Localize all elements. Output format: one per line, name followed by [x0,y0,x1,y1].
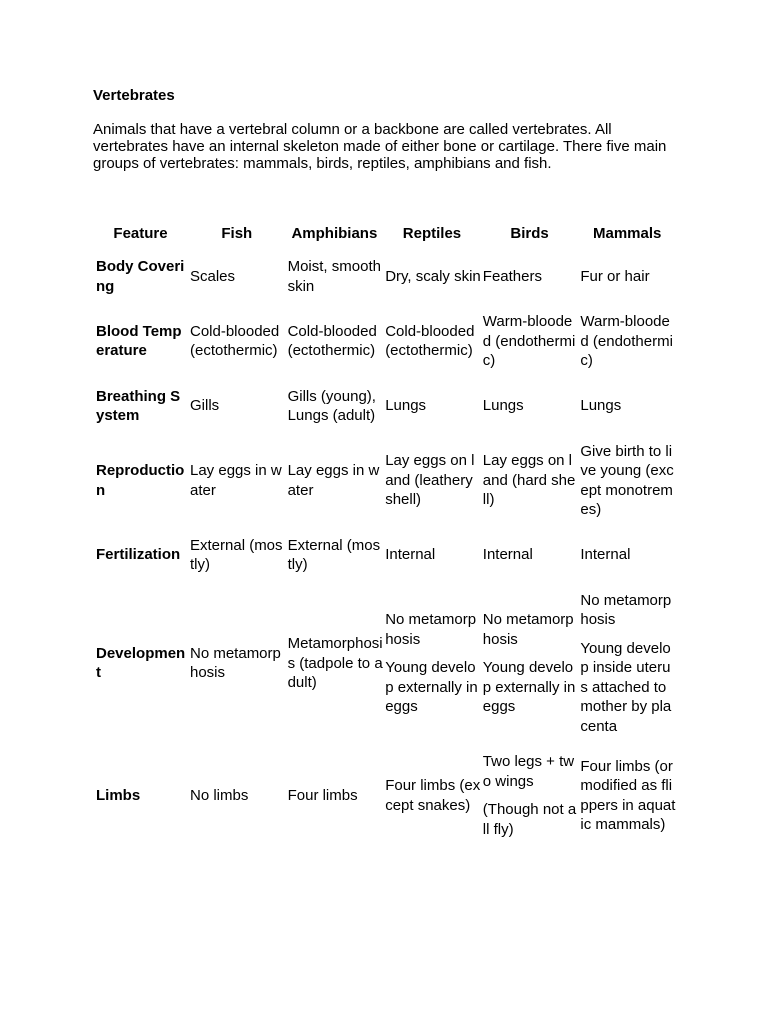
table-cell [383,434,481,528]
table-cell [578,528,676,583]
cell-text: Warm-blooded (endothermic) [580,313,673,369]
cell-text: Young develop externally in eggs [385,659,478,715]
table-cell [188,304,286,379]
header-cell: Feature [113,225,168,243]
cell-text: Scales [190,267,236,285]
table-cell [188,249,286,304]
table-row [93,528,676,583]
cell-text: Internal [385,546,436,564]
cell-text: Four limbs (or modified as flippers in aquatic mammals) [580,757,676,833]
table-cell [383,583,481,745]
cell-text: Moist, smooth skin [287,258,381,295]
header-cell: Fish [221,225,253,243]
cell-text: Cold-blooded (ectothermic) [190,322,280,360]
cell-text: Gills [190,397,220,415]
table-cell [188,434,286,528]
cell-text: Give birth to live young (except monotremes) [580,442,674,518]
table-header-row [93,219,676,249]
cell-text: Lay eggs on land (leathery shell) [385,452,475,509]
row-feature-label: Body Covering [96,258,185,295]
table-cell [286,583,384,745]
cell-text: No metamorphosis [580,591,672,628]
table-cell [188,744,286,847]
table-cell [188,528,286,583]
cell-text: Fur or hair [580,267,650,285]
table-cell [578,304,676,379]
cell-text: Lay eggs in water [287,462,380,499]
header-cell: Reptiles [402,225,462,243]
table-cell [286,528,384,583]
table-cell [286,249,384,304]
cell-text: Lungs [482,397,524,415]
table-row [93,379,676,434]
table-row [93,304,676,379]
table-cell [481,249,579,304]
table-cell [481,379,579,434]
row-feature-label: Fertilization [96,546,181,564]
cell-text: Dry, scaly skin [385,267,481,285]
document-title: Vertebrates [93,87,175,104]
row-feature-label: Breathing System [96,387,181,424]
header-cell: Amphibians [291,225,378,243]
table-cell [578,249,676,304]
cell-text: Gills (young), Lungs (adult) [287,387,376,424]
table-cell [481,304,579,379]
row-feature-label: Development [96,644,186,682]
cell-text: Four limbs [287,786,358,804]
table-cell [481,528,579,583]
table-cell [286,744,384,847]
table-cell [578,583,676,745]
table-row [93,744,676,847]
cell-text: Internal [482,546,533,564]
vertebrates-table [93,219,676,847]
table-cell [188,583,286,745]
table-cell [188,379,286,434]
cell-text: Lay eggs in water [190,462,282,499]
row-feature-label: Limbs [96,786,141,804]
cell-text: Feathers [482,267,542,285]
cell-text: External (mostly) [287,536,381,573]
intro-paragraph: Animals that have a vertebral column or a backbone are called vertebrates. All vertebrates have an internal skeleton made of either bone or cartilage. There five main groups of vertebrates: mammals, birds, reptiles, amphibians and fish. [93,121,667,172]
document-page [93,86,683,172]
table-cell [481,434,579,528]
cell-text: Two legs + two wings [482,753,575,790]
cell-text: Four limbs (except snakes) [385,777,481,814]
table-row [93,434,676,528]
table-cell [578,434,676,528]
row-feature-label: Blood Temperature [96,322,182,360]
row-feature-label: Reproduction [96,462,185,499]
cell-text: Young develop externally in eggs [482,659,576,715]
header-cell: Birds [510,225,549,243]
cell-text: (Though not all fly) [482,801,577,838]
table-cell [383,744,481,847]
cell-text: No metamorphosis [385,611,477,648]
cell-text: Warm-blooded (endothermic) [482,313,576,369]
cell-text: Lay eggs on land (hard shell) [482,452,576,509]
table-body [93,249,676,847]
cell-text: Lungs [580,397,622,415]
header-cell: Mammals [593,225,662,243]
cell-text: No metamorphosis [190,644,281,682]
cell-text: Metamorphosis (tadpole to adult) [287,635,383,691]
table-cell [578,744,676,847]
table-row [93,583,676,745]
cell-text: Young develop inside uterus attached to mother by placenta [580,639,672,735]
table-row [93,249,676,304]
cell-text: Cold-blooded (ectothermic) [385,322,475,360]
table-cell [578,379,676,434]
table-cell [481,583,579,745]
table-cell [481,744,579,847]
cell-text: No limbs [190,786,249,804]
table-cell [286,434,384,528]
table-cell [286,379,384,434]
table-cell [383,304,481,379]
cell-text: Lungs [385,397,427,415]
cell-text: Cold-blooded (ectothermic) [287,322,377,360]
cell-text: No metamorphosis [482,611,574,648]
table-cell [383,528,481,583]
table-cell [383,379,481,434]
cell-text: External (mostly) [190,536,283,573]
cell-text: Internal [580,546,631,564]
table-cell [286,304,384,379]
table-cell [383,249,481,304]
